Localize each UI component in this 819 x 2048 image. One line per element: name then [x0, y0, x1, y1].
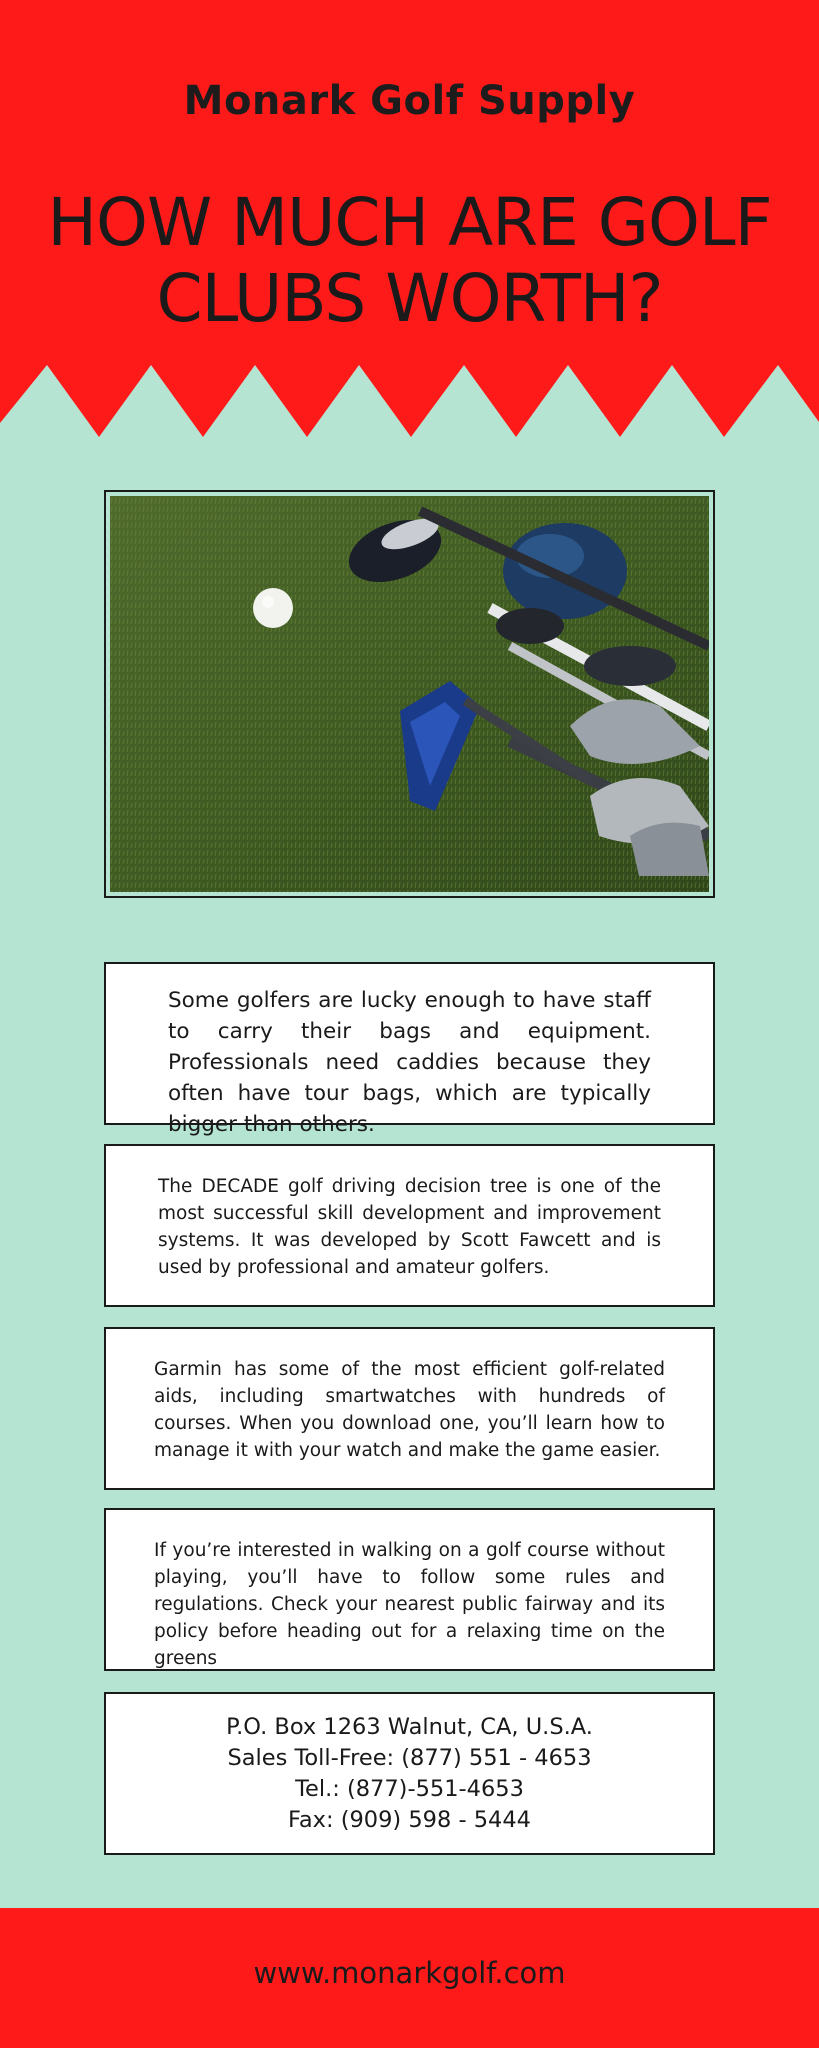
page-title: [40, 185, 779, 337]
card-text: Some golfers are lucky enough to have staff to carry their bags and equipment. Professionals need caddies because they often have tour bags, which are typically bigger than others.: [168, 988, 651, 1137]
footer-banner: [0, 1908, 819, 2048]
title-line-1: HOW MUCH ARE GOLF: [47, 184, 772, 261]
info-card-garmin: [104, 1327, 715, 1490]
website-url: www.monarkgolf.com: [253, 1956, 566, 1990]
contact-card: [104, 1692, 715, 1855]
info-card-caddies: [104, 962, 715, 1137]
header-banner: [0, 0, 819, 440]
golf-clubs-photo: [104, 490, 715, 898]
contact-fax: Fax: (909) 598 - 5444: [288, 1807, 531, 1833]
card-text: If you’re interested in walking on a golf course without playing, you’ll have to follow some rules and regulations. Check your nearest public fairway and its policy before heading out for a relaxing time on the greens: [154, 1540, 665, 1669]
contact-address: P.O. Box 1263 Walnut, CA, U.S.A.: [226, 1714, 593, 1740]
card-text: The DECADE golf driving decision tree is one of the most successful skill development and improvement systems. It was developed by Scott Fawcett and is used by professional and amateur golfers.: [158, 1176, 661, 1278]
info-card-decade: [104, 1144, 715, 1307]
info-card-walking: [104, 1508, 715, 1671]
brand-name: Monark Golf Supply: [183, 78, 636, 124]
golf-clubs-photo-illustration: [110, 496, 709, 892]
card-text: Garmin has some of the most efficient golf-related aids, including smartwatches with hundreds of courses. When you download one, you’ll learn how to manage it with your watch and make the game easier.: [154, 1359, 665, 1461]
title-line-2: CLUBS WORTH?: [156, 260, 663, 337]
contact-tel: Tel.: (877)-551-4653: [295, 1776, 524, 1802]
contact-sales-phone: Sales Toll-Free: (877) 551 - 4653: [227, 1745, 592, 1771]
